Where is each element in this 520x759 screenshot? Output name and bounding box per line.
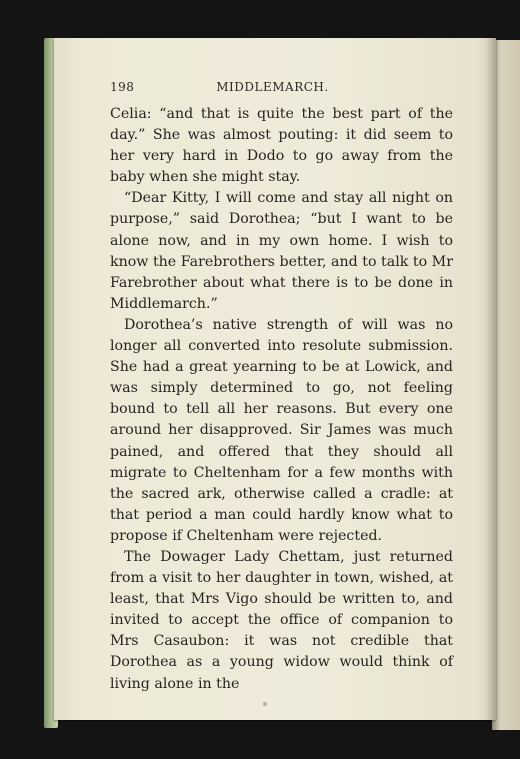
body-text <box>110 104 453 695</box>
page-speck <box>263 702 267 706</box>
paragraph: The Dowager Lady Chettam, just returned from a visit to her daughter in town, wished, at least, that Mrs Vigo should be written to, and invited to accept the office of companion to Mrs Casaubon: it was not credible that Dorothea as a young widow would think of living alone in the <box>110 548 453 692</box>
page-header <box>110 80 435 100</box>
spine-shadow <box>486 38 496 720</box>
paragraph: Celia: “and that is quite the best part of the day.” She was almost pouting: it did seem to her very hard in Dodo to go away from the baby when she might stay. <box>110 106 453 186</box>
running-title: MIDDLEMARCH. <box>216 80 329 94</box>
paragraph: “Dear Kitty, I will come and stay all night on purpose,” said Dorothea; “but I want to be alone now, and in my own home. I wish to know the Farebrothers better, and to talk to Mr Farebrother about what there is to be done in Middlemarch.” <box>110 190 453 312</box>
paragraph: Dorothea’s native strength of will was no longer all converted into resolute submission. She had a great yearning to be at Lowick, and was simply determined to go, not feeling bound to tell all her reasons. But every one around her disapproved. Sir James was much pained, and offered that they should all migrate to Cheltenham for a few months with the sacred ark, otherwise called a cradle: at that period a man could hardly know what to propose if Cheltenham were rejected. <box>110 316 453 544</box>
page-number: 198 <box>110 80 135 94</box>
adjacent-page-edge <box>492 40 520 730</box>
